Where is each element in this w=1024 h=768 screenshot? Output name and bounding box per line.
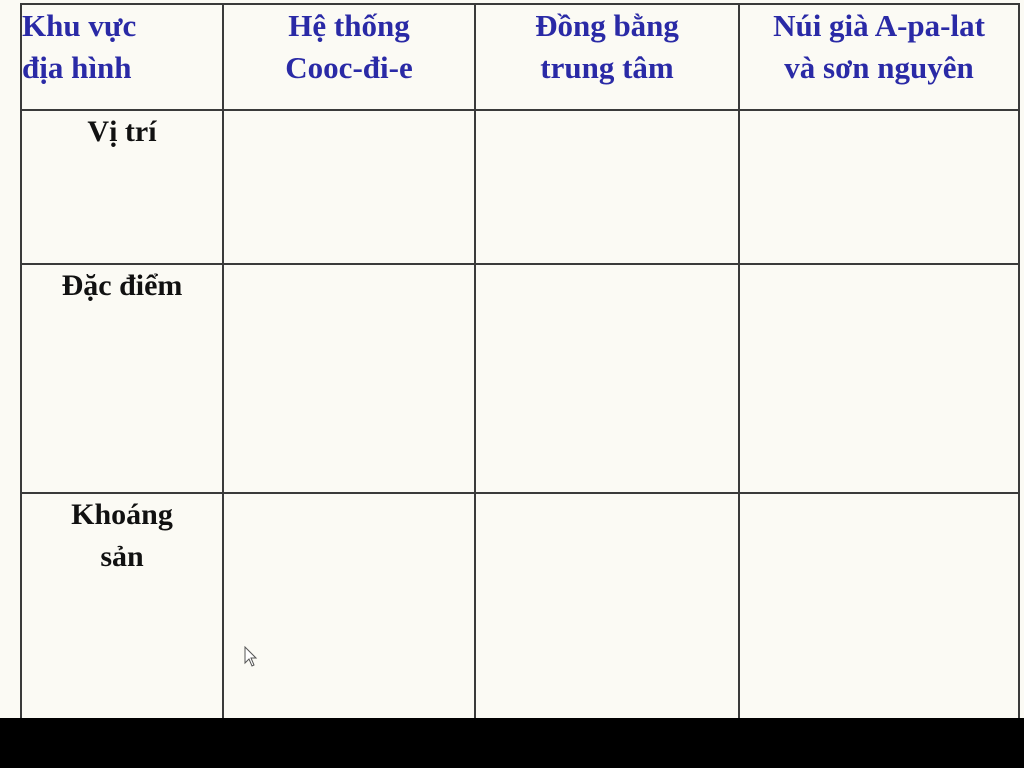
header-line: Đồng bằng <box>535 8 679 43</box>
table-cell[interactable] <box>739 264 1019 493</box>
table-cell[interactable] <box>223 493 475 720</box>
table-cell[interactable] <box>475 264 739 493</box>
header-terrain-region <box>21 4 223 110</box>
header-line: Núi già A-pa-lat <box>773 8 985 43</box>
table-cell[interactable] <box>475 493 739 720</box>
table-row <box>21 110 1019 264</box>
row-label-line: sản <box>100 540 144 573</box>
header-line: trung tâm <box>540 50 674 85</box>
header-appalachian <box>739 4 1019 110</box>
row-label-characteristics <box>21 264 223 493</box>
row-label-line: Đặc điểm <box>61 269 183 302</box>
table-cell[interactable] <box>223 264 475 493</box>
bottom-black-bar <box>0 718 1024 768</box>
table-cell[interactable] <box>739 493 1019 720</box>
header-cordillera <box>223 4 475 110</box>
header-line: và sơn nguyên <box>784 50 974 85</box>
table-row <box>21 493 1019 720</box>
header-line: Khu vực <box>22 8 137 43</box>
header-line: Cooc-đi-e <box>285 50 413 85</box>
header-line: Hệ thống <box>288 8 410 43</box>
table-header-row <box>21 4 1019 110</box>
header-line: địa hình <box>22 50 132 85</box>
row-label-line: Vị trí <box>87 115 157 148</box>
row-label-location <box>21 110 223 264</box>
row-label-minerals <box>21 493 223 720</box>
row-label-line: Khoáng <box>71 498 173 531</box>
header-central-plains <box>475 4 739 110</box>
table-cell[interactable] <box>475 110 739 264</box>
table-cell[interactable] <box>739 110 1019 264</box>
table-cell[interactable] <box>223 110 475 264</box>
terrain-table <box>20 3 1020 720</box>
table-row <box>21 264 1019 493</box>
mouse-pointer-icon <box>244 646 258 668</box>
